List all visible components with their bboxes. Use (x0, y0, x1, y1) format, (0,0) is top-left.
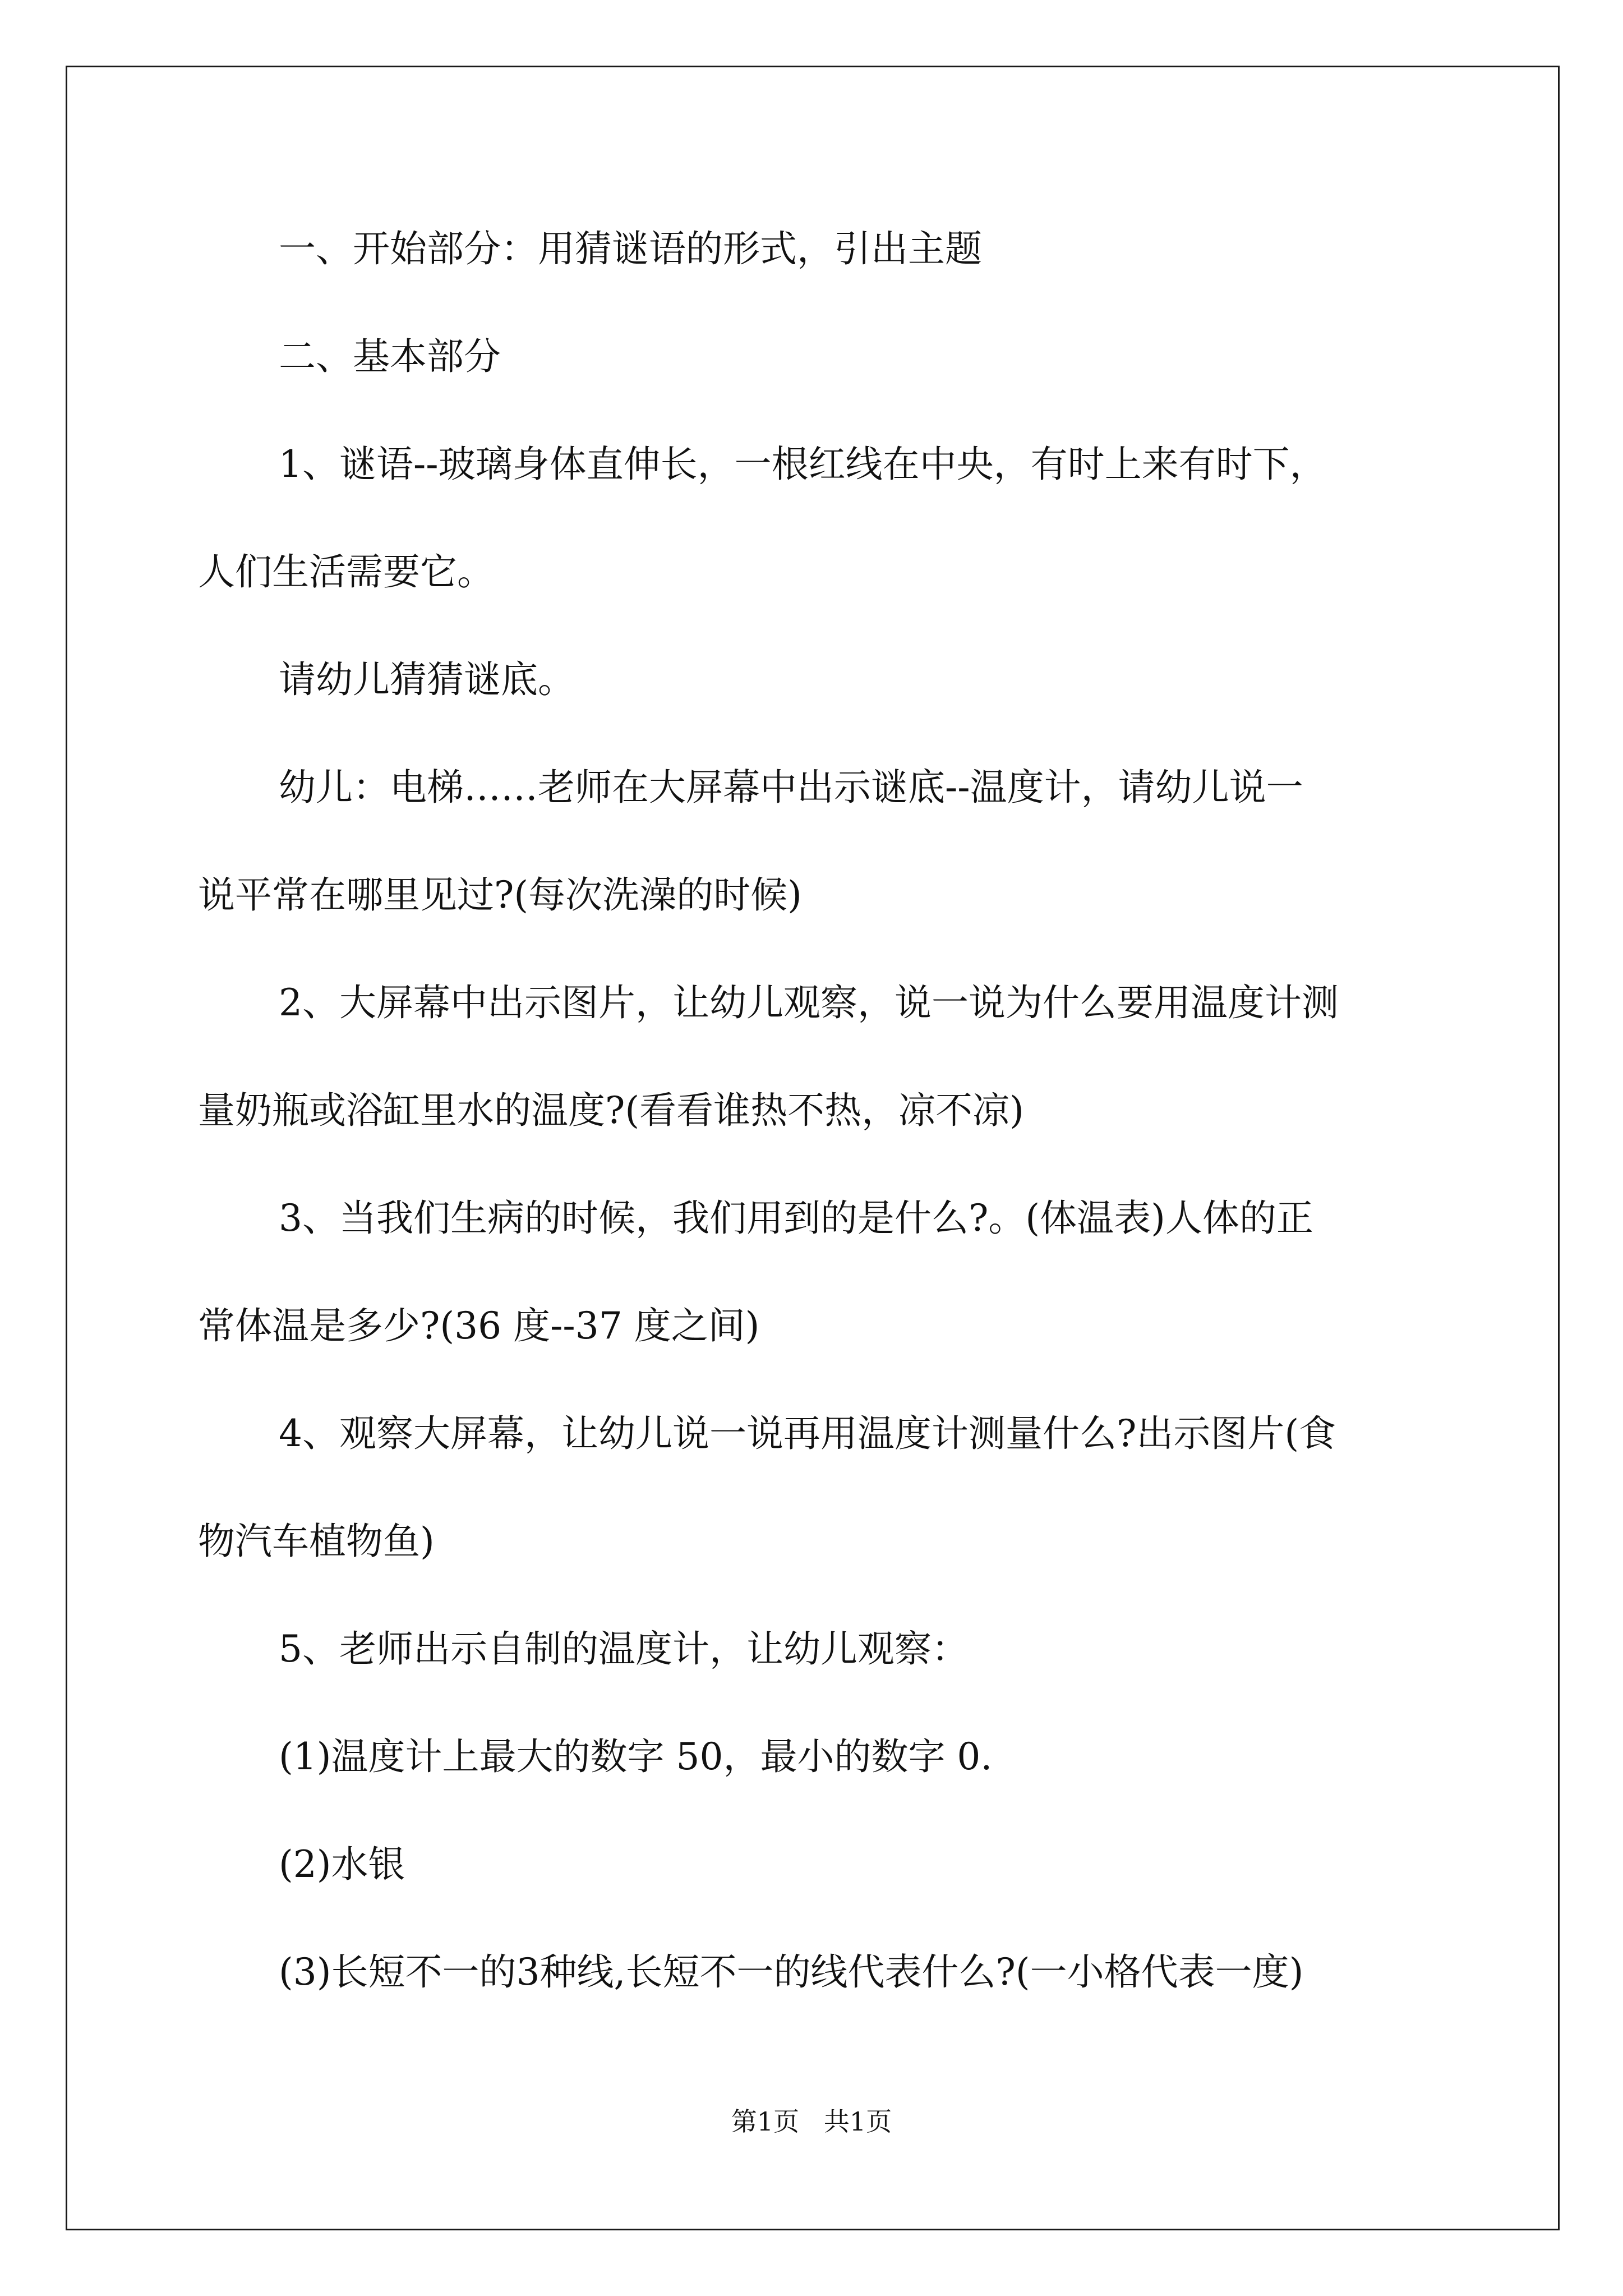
paragraph-8-line-2: 物汽车植物鱼) (198, 1520, 435, 1563)
paragraph-6-line-1: 2、大屏幕中出示图片，让幼儿观察，说一说为什么要用温度计测 (279, 981, 1339, 1024)
paragraph-7-line-2: 常体温是多少?(36 度--37 度之间) (198, 1304, 760, 1347)
paragraph-1: 一、开始部分：用猜谜语的形式，引出主题 (279, 227, 982, 270)
page-border (66, 66, 1560, 2230)
paragraph-9: 5、老师出示自制的温度计，让幼儿观察： (279, 1627, 969, 1671)
paragraph-10: (1)温度计上最大的数字 50，最小的数字 0. (279, 1735, 993, 1778)
paragraph-11: (2)水银 (279, 1843, 405, 1886)
paragraph-2: 二、基本部分 (279, 335, 501, 378)
paragraph-12: (3)长短不一的3种线,长短不一的线代表什么?(一小格代表一度) (279, 1950, 1304, 1994)
page-number-footer: 第1页 共1页 (731, 2106, 892, 2137)
paragraph-3-line-1: 1、谜语--玻璃身体直伸长，一根红线在中央，有时上来有时下， (279, 443, 1327, 486)
paragraph-4: 请幼儿猜猜谜底。 (279, 658, 575, 701)
paragraph-8-line-1: 4、观察大屏幕，让幼儿说一说再用温度计测量什么?出示图片(食 (279, 1412, 1336, 1455)
paragraph-6-line-2: 量奶瓶或浴缸里水的温度?(看看谁热不热，凉不凉) (198, 1089, 1024, 1132)
paragraph-5-line-1: 幼儿：电梯……老师在大屏幕中出示谜底--温度计，请幼儿说一 (279, 766, 1303, 809)
paragraph-7-line-1: 3、当我们生病的时候，我们用到的是什么?。(体温表)人体的正 (279, 1197, 1313, 1240)
paragraph-5-line-2: 说平常在哪里见过?(每次洗澡的时候) (198, 873, 802, 917)
paragraph-3-line-2: 人们生活需要它。 (198, 550, 494, 593)
